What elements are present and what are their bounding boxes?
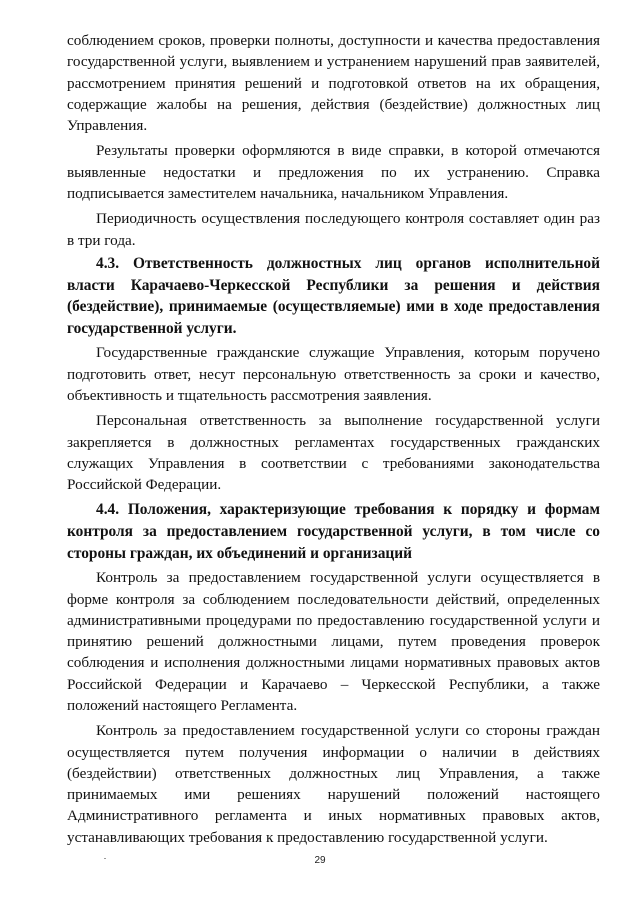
paragraph-4: Государственные гражданские служащие Управления, которым поручено подготовить ответ, несут персональную ответственность за сроки и качество, объективность и тщательность рассмотрения заявления. <box>67 344 600 404</box>
section-heading-4-4: 4.4. Положения, характеризующие требования к порядку и формам контроля за предоставлением государственной услуги, в том числе со стороны граждан, их объединений и организаций <box>67 501 600 562</box>
paragraph-7: Контроль за предоставлением государственной услуги со стороны граждан осуществляется путем получения информации о наличии в действиях (бездействии) ответственных должностных лиц Управления, а также принимаемых ими решениях нарушений положений настоящего Административного регламента и иных нормативных правовых актов, устанавливающих требования к предоставлению государственной услуги. <box>67 722 600 846</box>
paragraph-3: Периодичность осуществления последующего контроля составляет один раз в три года. <box>67 210 600 249</box>
paragraph-6: Контроль за предоставлением государственной услуги осуществляется в форме контроля за соблюдением последовательности действий, определенных административными процедурами по предоставлению государственной услуги и принятию решений должностными лицами, путем проведения проверок соблюдения и исполнения должностными лицами нормативных правовых актов Российской Федерации и Карачаево – Черкесской Республики, а также положений настоящего Регламента. <box>67 569 600 714</box>
section-heading-4-3: 4.3. Ответственность должностных лиц органов исполнительной власти Карачаево-Черкесской Республики за решения и действия (бездействие), принимаемые (осуществляемые) ими в ходе предоставления государственной услуги. <box>67 254 600 337</box>
paragraph-2: Результаты проверки оформляются в виде справки, в которой отмечаются выявленные недостатки и предложения по их устранению. Справка подписывается заместителем начальника, начальником Управления. <box>67 142 600 203</box>
paragraph-5: Персональная ответственность за выполнение государственной услуги закрепляется в должностных регламентах государственных гражданских служащих Управления в соответствии с требованиями законодательства Российской Федерации. <box>67 412 600 494</box>
paragraph-1: соблюдением сроков, проверки полноты, доступности и качества предоставления государственной услуги, выявлением и устранением нарушений прав заявителей, рассмотрением принятия решений и подготовкой ответов на их обращения, содержащие жалобы на решения, действия (бездействие) должностных лиц Управления. <box>67 32 600 135</box>
page-number: 29 <box>314 855 326 866</box>
